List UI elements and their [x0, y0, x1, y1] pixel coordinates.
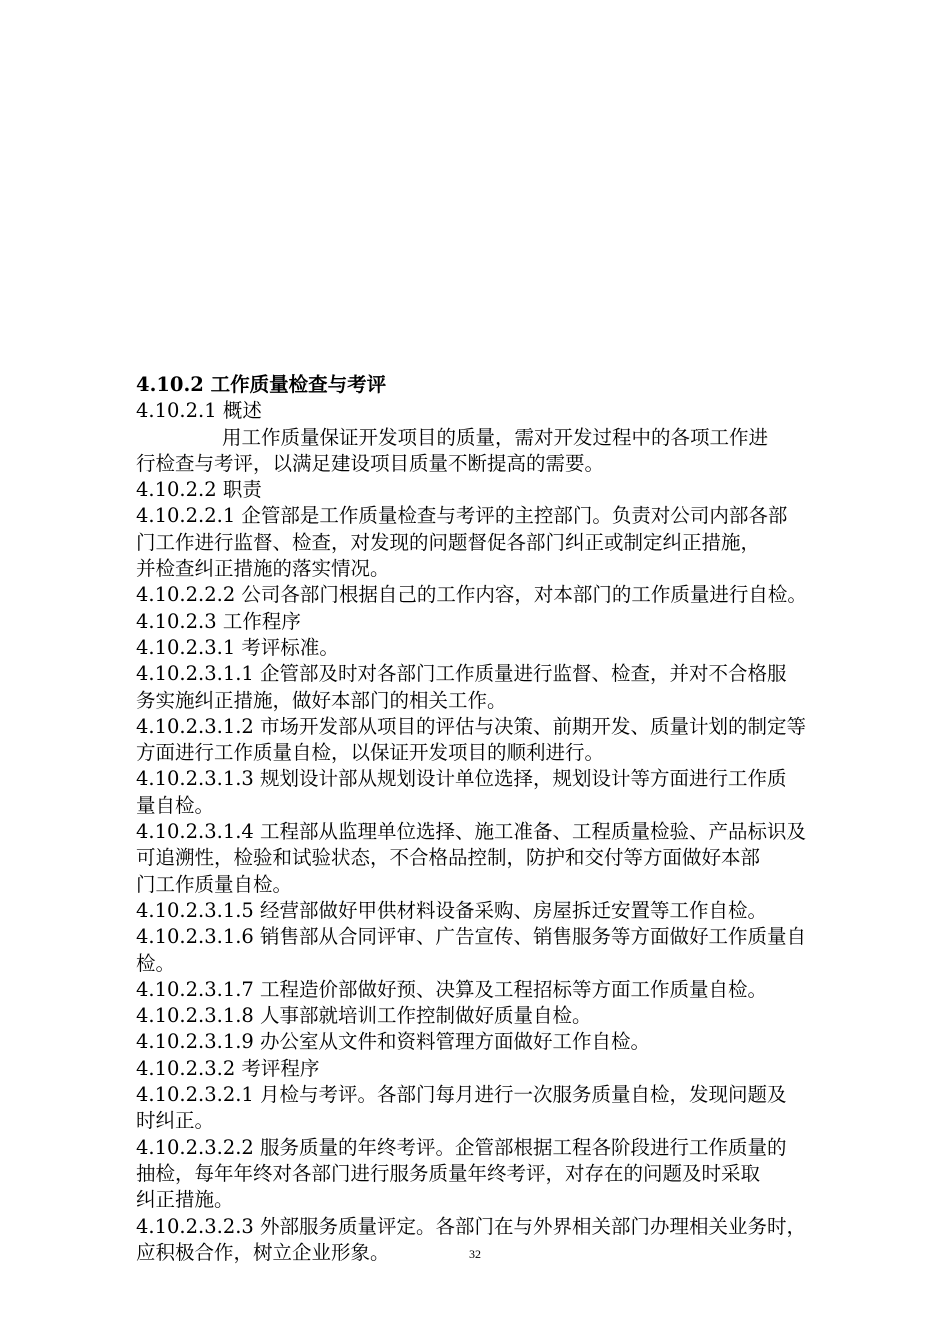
- paragraph-line: 4.10.2.3.1.2 市场开发部从项目的评估与决策、前期开发、质量计划的制定等: [136, 714, 807, 738]
- paragraph-line: 4.10.2.3.1.5 经营部做好甲供材料设备采购、房屋拆迁安置等工作自检。: [136, 898, 768, 922]
- paragraph-line: 并检查纠正措施的落实情况。: [136, 557, 390, 581]
- paragraph-line: 检。: [136, 951, 176, 975]
- subsection-heading: 4.10.2.3.1 考评标准。: [136, 635, 339, 659]
- paragraph-line: 门工作质量自检。: [136, 872, 293, 896]
- paragraph-line: 4.10.2.3.1.4 工程部从监理单位选择、施工准备、工程质量检验、产品标识及: [136, 820, 807, 844]
- paragraph-line: 4.10.2.3.1.3 规划设计部从规划设计单位选择，规划设计等方面进行工作质: [136, 767, 787, 791]
- page-number: 32: [469, 1247, 481, 1261]
- paragraph-line: 4.10.2.3.1.8 人事部就培训工作控制做好质量自检。: [136, 1004, 592, 1028]
- section-heading: 4.10.2 工作质量检查与考评: [136, 373, 387, 396]
- paragraph-line: 时纠正。: [136, 1109, 215, 1133]
- paragraph-line: 4.10.2.3.1.7 工程造价部做好预、决算及工程招标等方面工作质量自检。: [136, 977, 768, 1001]
- subsection-heading: 4.10.2.1 概述: [136, 399, 262, 423]
- paragraph-line: 4.10.2.3.1.9 办公室从文件和资料管理方面做好工作自检。: [136, 1030, 651, 1054]
- subsection-heading: 4.10.2.2 职责: [136, 478, 262, 502]
- paragraph-line: 纠正措施。: [136, 1188, 234, 1212]
- paragraph-line: 4.10.2.3.2.2 服务质量的年终考评。企管部根据工程各阶段进行工作质量的: [136, 1135, 787, 1159]
- subsection-heading: 4.10.2.3.2 考评程序: [136, 1056, 320, 1080]
- paragraph-line: 量自检。: [136, 793, 215, 817]
- paragraph-line: 4.10.2.2.2 公司各部门根据自己的工作内容，对本部门的工作质量进行自检。: [136, 583, 807, 607]
- paragraph-line: 行检查与考评，以满足建设项目质量不断提高的需要。: [136, 451, 605, 475]
- paragraph-line: 门工作进行监督、检查，对发现的问题督促各部门纠正或制定纠正措施，: [136, 530, 761, 554]
- paragraph-line: 用工作质量保证开发项目的质量，需对开发过程中的各项工作进: [222, 425, 769, 449]
- paragraph-line: 4.10.2.3.1.1 企管部及时对各部门工作质量进行监督、检查，并对不合格服: [136, 662, 787, 686]
- paragraph-line: 4.10.2.3.2.3 外部服务质量评定。各部门在与外界相关部门办理相关业务时，: [136, 1214, 807, 1238]
- paragraph-line: 务实施纠正措施，做好本部门的相关工作。: [136, 688, 507, 712]
- paragraph-line: 抽检，每年年终对各部门进行服务质量年终考评，对存在的问题及时采取: [136, 1161, 761, 1185]
- document-body: [136, 372, 881, 1266]
- paragraph-line: 4.10.2.3.2.1 月检与考评。各部门每月进行一次服务质量自检，发现问题及: [136, 1083, 787, 1107]
- subsection-heading: 4.10.2.3 工作程序: [136, 609, 301, 633]
- paragraph-line: 方面进行工作质量自检，以保证开发项目的顺利进行。: [136, 741, 605, 765]
- paragraph-line: 4.10.2.2.1 企管部是工作质量检查与考评的主控部门。负责对公司内部各部: [136, 504, 788, 528]
- paragraph-line: 应积极合作，树立企业形象。: [136, 1240, 390, 1264]
- paragraph-line: 可追溯性，检验和试验状态，不合格品控制，防护和交付等方面做好本部: [136, 846, 761, 870]
- paragraph-line: 4.10.2.3.1.6 销售部从合同评审、广告宣传、销售服务等方面做好工作质量自: [136, 925, 807, 949]
